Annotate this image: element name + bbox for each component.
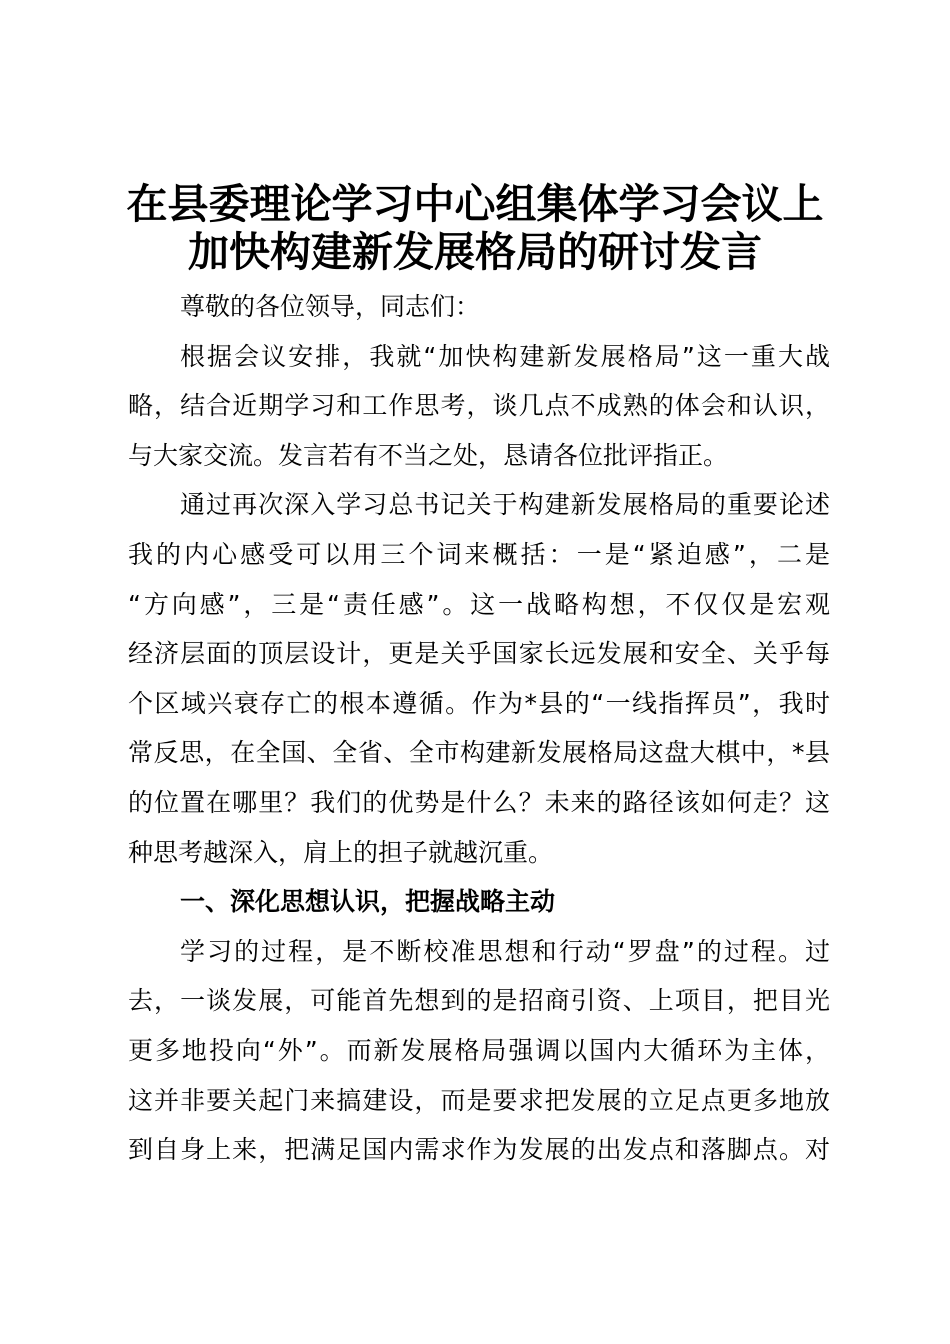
text-line: 通过再次深入学习总书记关于构建新发展格局的重要论述 (180, 490, 830, 520)
text-line: 种思考越深入，肩上的担子就越沉重。 (128, 837, 554, 867)
paragraph (128, 332, 830, 481)
text-line: 学习的过程，是不断校准思想和行动“罗盘”的过程。过 (180, 936, 830, 966)
text-line: 略，结合近期学习和工作思考，谈几点不成熟的体会和认识， (128, 391, 830, 421)
text-line: 与大家交流。发言若有不当之处，恳请各位批评指正。 (128, 440, 729, 470)
title-line-1: 在县委理论学习中心组集体学习会议上 (126, 180, 824, 228)
document-title (0, 180, 950, 276)
text-line: 常反思，在全国、全省、全市构建新发展格局这盘大棋中，*县 (128, 738, 830, 768)
document-body (128, 282, 830, 1175)
text-line: 个区域兴衰存亡的根本遵循。作为*县的“一线指挥员”，我时 (128, 688, 830, 718)
paragraph (128, 480, 830, 877)
text-line: 尊敬的各位领导，同志们： (180, 292, 481, 321)
text-line: 经济层面的顶层设计，更是关乎国家长远发展和安全、关乎每 (128, 639, 830, 669)
text-line: 根据会议安排，我就“加快构建新发展格局”这一重大战 (180, 341, 830, 371)
text-line: 我的内心感受可以用三个词来概括：一是“紧迫感”，二是 (128, 539, 830, 569)
paragraph (128, 927, 830, 1175)
text-line: 去，一谈发展，可能首先想到的是招商引资、上项目，把目光 (128, 986, 830, 1016)
salutation (128, 282, 830, 332)
section-heading (128, 877, 830, 927)
title-line-2: 加快构建新发展格局的研讨发言 (188, 228, 762, 276)
text-line: 这并非要关起门来搞建设，而是要求把发展的立足点更多地放 (128, 1085, 830, 1115)
text-line: 更多地投向“外”。而新发展格局强调以国内大循环为主体， (128, 1035, 830, 1065)
text-line: 到自身上来，把满足国内需求作为发展的出发点和落脚点。对 (128, 1135, 830, 1165)
text-line: 的位置在哪里？我们的优势是什么？未来的路径该如何走？这 (128, 787, 830, 817)
text-line: 一、深化思想认识，把握战略主动 (180, 887, 556, 917)
text-line: “方向感”，三是“责任感”。这一战略构想，不仅仅是宏观 (128, 589, 830, 619)
